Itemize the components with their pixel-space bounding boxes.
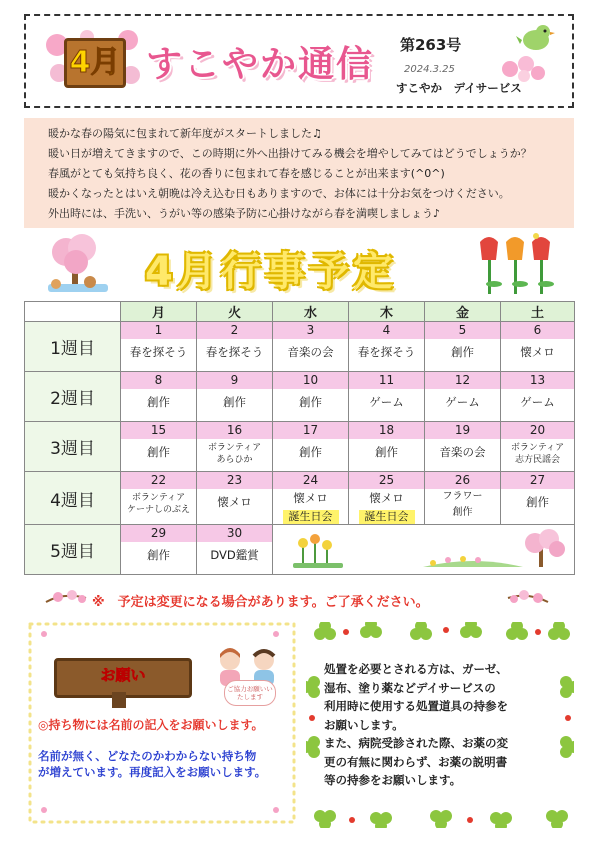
medical-supplies-note <box>324 660 554 790</box>
calendar-day-cell <box>197 472 273 525</box>
date-number: 25 <box>349 472 424 489</box>
calendar-day-cell <box>121 372 197 422</box>
event-text: 音楽の会 <box>439 445 486 459</box>
intro-line: 春風がとても気持ち良く、花の香りに包まれて春を感じることが出来ます(^0^) <box>48 167 445 180</box>
week-label: 4週目 <box>25 472 121 525</box>
calendar-day-cell <box>425 422 501 472</box>
calendar-day-cell <box>197 525 273 575</box>
month-label: 4月 <box>64 38 126 88</box>
calendar-day-cell <box>273 422 349 472</box>
date-number: 4 <box>349 322 424 339</box>
event-text: 創作 <box>451 345 474 359</box>
day-header: 土 <box>501 302 575 322</box>
event-text: 懐メロ <box>293 491 328 505</box>
birthday-badge: 誕生日会 <box>283 510 339 524</box>
spring-flowers-icon <box>273 525 573 574</box>
event-text: 創作 <box>147 548 170 562</box>
date-number: 16 <box>197 422 272 439</box>
calendar-day-cell <box>197 422 273 472</box>
date-number: 26 <box>425 472 500 489</box>
event-text: ボランティア <box>510 443 565 453</box>
event-text: フラワー <box>442 491 483 502</box>
date-number: 10 <box>273 372 348 389</box>
day-header: 木 <box>349 302 425 322</box>
event-calendar <box>24 301 575 575</box>
note-line: 更の有無に関わらず、お薬の説明書 <box>324 754 508 769</box>
tulips-icon <box>474 232 558 298</box>
date-number: 19 <box>425 422 500 439</box>
newsletter-title: すこやか通信 <box>146 44 375 85</box>
calendar-day-cell <box>121 422 197 472</box>
event-text: 春を探そう <box>205 345 264 359</box>
intro-line: 暖かな春の陽気に包まれて新年度がスタートしました♫ <box>48 127 322 140</box>
calendar-day-cell <box>425 472 501 525</box>
note-line: 等の持参をお願いします。 <box>324 773 462 787</box>
calendar-week-row <box>25 322 575 372</box>
intro-message <box>24 118 574 228</box>
event-text: 音楽の会 <box>287 345 334 359</box>
unnamed-items-note: 名前が無く、どなたのかわからない持ち物 <box>38 749 257 763</box>
event-subtext: ケーナしのぶえ <box>126 505 190 515</box>
blossom-branch-icon <box>506 586 550 610</box>
calendar-day-cell <box>349 322 425 372</box>
week-label: 5週目 <box>25 525 121 575</box>
calendar-day-cell <box>273 472 349 525</box>
date-number: 3 <box>273 322 348 339</box>
calendar-week-row <box>25 472 575 525</box>
request-sign <box>54 650 186 706</box>
intro-line: 外出時には、手洗い、うがい等の感染予防に心掛けながら春を満喫しましょう♪ <box>48 207 441 220</box>
corner-cell <box>25 302 121 322</box>
event-text: ゲーム <box>369 395 404 409</box>
event-text: ゲーム <box>445 395 480 409</box>
issue-number: 第263号 <box>400 36 462 54</box>
event-text: 創作 <box>223 395 246 409</box>
day-header: 火 <box>197 302 273 322</box>
calendar-day-cell <box>349 372 425 422</box>
date-number: 22 <box>121 472 196 489</box>
date-number: 8 <box>121 372 196 389</box>
calendar-day-cell <box>425 322 501 372</box>
day-header: 金 <box>425 302 501 322</box>
calendar-week-row <box>25 422 575 472</box>
calendar-day-cell <box>121 472 197 525</box>
event-text: ボランティア <box>131 493 186 503</box>
date-number: 17 <box>273 422 348 439</box>
date-number: 27 <box>501 472 574 489</box>
belongings-note: ◎持ち物には名前の記入をお願いします。 <box>38 718 264 732</box>
date-number: 9 <box>197 372 272 389</box>
calendar-day-cell <box>425 372 501 422</box>
calendar-day-cell <box>121 322 197 372</box>
calendar-day-cell <box>501 322 575 372</box>
calendar-day-cell <box>501 472 575 525</box>
note-line: お願いします。 <box>324 717 404 732</box>
note-line: 利用時に使用する処置道具の持参を <box>324 699 508 713</box>
event-text: 創作 <box>375 445 398 459</box>
note-line: また、病院受診された際、お薬の変 <box>324 736 508 750</box>
month-badge <box>46 30 142 92</box>
event-text: 懐メロ <box>520 345 555 359</box>
event-text: 創作 <box>526 495 549 509</box>
staff-illustration <box>206 646 290 708</box>
date-number: 6 <box>501 322 574 339</box>
week-label: 2週目 <box>25 372 121 422</box>
calendar-day-cell <box>121 525 197 575</box>
date-number: 12 <box>425 372 500 389</box>
event-text: 創作 <box>299 395 322 409</box>
event-text: ゲーム <box>520 395 555 409</box>
calendar-day-cell <box>349 472 425 525</box>
blossom-branch-icon <box>44 586 88 610</box>
spring-decoration <box>273 525 575 575</box>
note-line: 湿布、塗り薬などデイサービスの <box>324 680 496 695</box>
calendar-day-cell <box>501 422 575 472</box>
events-title: 4月行事予定 <box>145 249 397 295</box>
date-number: 5 <box>425 322 500 339</box>
schedule-notice: ※ 予定は変更になる場合があります。ご了承ください。 <box>92 595 429 610</box>
event-text: DVD鑑賞 <box>210 548 259 562</box>
calendar-day-cell <box>501 372 575 422</box>
calendar-day-cell <box>349 422 425 472</box>
calendar-day-cell <box>273 322 349 372</box>
event-text: 春を探そう <box>129 345 188 359</box>
date-number: 23 <box>197 472 272 489</box>
event-text: ボランティア <box>207 443 262 453</box>
date-number: 1 <box>121 322 196 339</box>
date-number: 29 <box>121 525 196 542</box>
date-number: 11 <box>349 372 424 389</box>
event-text: 懐メロ <box>217 495 252 509</box>
intro-line: 暖い日が増えてきますので、この時期に外へ出掛けてみる機会を増やしてみてはどうでしょうか？ <box>48 147 532 160</box>
request-label: お願い <box>100 666 146 684</box>
event-text: 創作 <box>147 445 170 459</box>
cherry-blossom-icon <box>500 54 548 84</box>
cherry-tree-icon <box>42 232 114 296</box>
event-subtext: 創作 <box>452 507 473 518</box>
event-text: 懐メロ <box>369 491 404 505</box>
date-number: 15 <box>121 422 196 439</box>
calendar-week-row <box>25 372 575 422</box>
event-text: 創作 <box>299 445 322 459</box>
unnamed-items-note: が増えています。再度記入をお願いします。 <box>38 765 267 779</box>
date-number: 2 <box>197 322 272 339</box>
birthday-badge: 誕生日会 <box>359 510 415 524</box>
event-subtext: あらひか <box>216 455 253 465</box>
sign-post <box>112 692 126 708</box>
calendar-day-cell <box>273 372 349 422</box>
event-text: 春を探そう <box>357 345 416 359</box>
day-header: 水 <box>273 302 349 322</box>
calendar-week-row <box>25 525 575 575</box>
event-text: 創作 <box>147 395 170 409</box>
week-label: 1週目 <box>25 322 121 372</box>
date-number: 20 <box>501 422 574 439</box>
week-label: 3週目 <box>25 422 121 472</box>
issue-date: 2024.3.25 <box>404 64 455 75</box>
day-header: 月 <box>121 302 197 322</box>
staff-speech-bubble: ご協力お願いいたします <box>224 680 276 706</box>
date-number: 30 <box>197 525 272 542</box>
date-number: 24 <box>273 472 348 489</box>
date-number: 18 <box>349 422 424 439</box>
date-number: 13 <box>501 372 574 389</box>
calendar-day-cell <box>197 322 273 372</box>
intro-line: 暖かくなったとはいえ朝晩は冷え込む日もありますので、お体には十分お気をつけください。 <box>48 187 510 200</box>
calendar-header-row <box>25 302 575 322</box>
event-subtext: 志方民謡会 <box>514 455 560 465</box>
publisher-name: すこやか デイサービス <box>396 81 522 95</box>
note-line: 処置を必要とされる方は、ガーゼ、 <box>324 662 508 676</box>
bird-icon <box>516 20 556 56</box>
calendar-day-cell <box>197 372 273 422</box>
